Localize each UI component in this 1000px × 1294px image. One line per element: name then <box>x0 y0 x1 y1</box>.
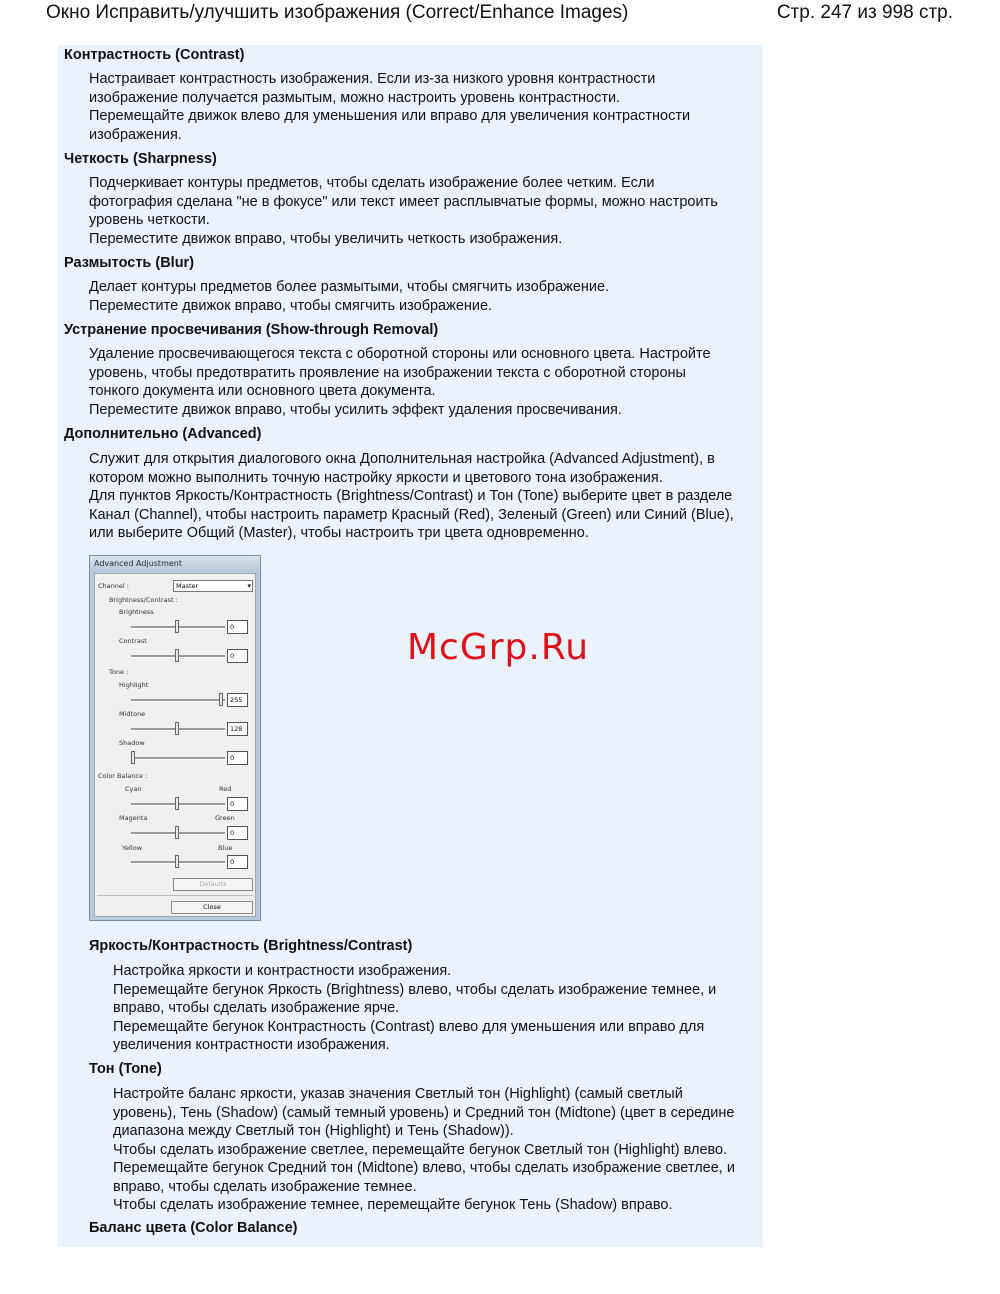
text-line: Перемещайте движок влево для уменьшения или вправо для увеличения контрастности <box>89 108 691 124</box>
page-header <box>0 0 1000 30</box>
text-line: уровень), Тень (Shadow) (самый темный уровень) и Средний тон (Midtone) (цвет в середине <box>113 1104 735 1121</box>
contrast-label: Contrast <box>119 637 147 645</box>
dialog-separator <box>97 895 253 896</box>
text-line: Перемещайте бегунок Контрастность (Contrast) влево для уменьшения или вправо для <box>113 1018 705 1035</box>
text-line: котором можно выполнить точную настройку яркости и цветового тона изображения. <box>89 469 663 486</box>
text-line: или выберите Общий (Master), чтобы настроить три цвета одновременно. <box>89 525 589 541</box>
brightness-contrast-description <box>113 962 758 1055</box>
text-line: тонкого документа или основного цвета документа. <box>89 383 436 399</box>
yellow-label: Yellow <box>122 844 143 852</box>
text-line: Перемещайте бегунок Яркость (Brightness) влево, чтобы сделать изображение темнее, и <box>113 981 717 998</box>
red-label: Red <box>219 785 232 793</box>
shadow-slider[interactable] <box>131 751 135 764</box>
yellow-blue-slider[interactable] <box>175 855 179 868</box>
heading-advanced: Дополнительно (Advanced) <box>64 426 262 442</box>
magenta-green-slider[interactable] <box>175 826 179 839</box>
yellow-blue-value-field[interactable]: 0 <box>227 855 248 869</box>
text-line: Переместите движок вправо, чтобы увеличить четкость изображения. <box>89 230 563 247</box>
chevron-down-icon: ▾ <box>247 582 251 590</box>
cb-group-label: Color Balance : <box>98 772 148 780</box>
cyan-red-value-field[interactable]: 0 <box>227 797 248 811</box>
midtone-value-field[interactable]: 128 <box>227 722 248 736</box>
dialog-body <box>94 573 256 917</box>
shadow-track <box>131 757 225 760</box>
text-line: диапазона между Светлый тон (Highlight) и Тень (Shadow)). <box>113 1123 514 1139</box>
highlight-track <box>131 699 225 702</box>
brightness-label: Brightness <box>119 608 154 616</box>
channel-select[interactable] <box>173 580 253 592</box>
green-label: Green <box>215 814 235 822</box>
highlight-label: Highlight <box>119 681 149 689</box>
channel-value: Master <box>176 582 199 590</box>
midtone-slider[interactable] <box>175 722 179 735</box>
heading-color-balance: Баланс цвета (Color Balance) <box>89 1220 298 1236</box>
text-line: уровень четкости. <box>89 212 210 228</box>
text-line: Переместите движок вправо, чтобы смягчить изображение. <box>89 297 493 314</box>
magenta-green-value-field[interactable]: 0 <box>227 826 248 840</box>
text-line: вправо, чтобы сделать изображение темнее. <box>113 1178 417 1195</box>
text-line: Настройте баланс яркости, указав значения Светлый тон (Highlight) (самый светлый <box>113 1086 683 1102</box>
text-line: Удаление просвечивающегося текста с оборотной стороны или основного цвета. Настройте <box>89 346 711 362</box>
text-line: вправо, чтобы сделать изображение ярче. <box>113 1000 400 1016</box>
text-line: изображения. <box>89 126 182 143</box>
text-line: Делает контуры предметов более размытыми, чтобы смягчить изображение. <box>89 279 610 295</box>
close-button[interactable]: Close <box>171 901 253 914</box>
cyan-red-slider[interactable] <box>175 797 179 810</box>
text-line: Чтобы сделать изображение светлее, перемещайте бегунок Светлый тон (Highlight) влево. <box>113 1141 728 1158</box>
text-line: Настраивает контрастность изображения. Если из-за низкого уровня контрастности <box>89 71 656 87</box>
tone-group-label: Tone : <box>109 668 129 676</box>
heading-blur: Размытость (Blur) <box>64 255 195 271</box>
defaults-button[interactable]: Defaults <box>173 878 253 891</box>
advanced-adjustment-dialog <box>89 555 261 921</box>
showthrough-description <box>89 345 754 419</box>
heading-tone: Тон (Tone) <box>89 1061 162 1077</box>
heading-showthrough: Устранение просвечивания (Show-through Removal) <box>64 322 439 338</box>
cyan-label: Cyan <box>125 785 142 793</box>
text-line: Канал (Channel), чтобы настроить параметр Красный (Red), Зеленый (Green) или Синий (Blue), <box>89 506 734 523</box>
contrast-value-field[interactable]: 0 <box>227 649 248 663</box>
highlight-value-field[interactable]: 255 <box>227 693 248 707</box>
document-title: Окно Исправить/улучшить изображения (Correct/Enhance Images) <box>46 2 629 23</box>
shadow-value-field[interactable]: 0 <box>227 751 248 765</box>
text-line: фотография сделана "не в фокусе" или текст имеет расплывчатые формы, можно настроить <box>89 193 718 210</box>
sharpness-description <box>89 174 754 248</box>
contrast-slider[interactable] <box>175 649 179 662</box>
watermark: McGrp.Ru <box>407 627 590 668</box>
text-line: увеличения контрастности изображения. <box>113 1037 390 1053</box>
text-line: изображение получается размытым, можно настроить уровень контрастности. <box>89 89 621 106</box>
text-line: Перемещайте бегунок Средний тон (Midtone) влево, чтобы сделать изображение светлее, и <box>113 1160 735 1176</box>
text-line: Для пунктов Яркость/Контрастность (Brightness/Contrast) и Тон (Tone) выберите цвет в разделе <box>89 488 733 504</box>
dialog-title: Advanced Adjustment <box>90 556 260 572</box>
advanced-description <box>89 450 754 543</box>
blue-label: Blue <box>218 844 233 852</box>
text-line: Служит для открытия диалогового окна Дополнительная настройка (Advanced Adjustment), в <box>89 451 715 467</box>
text-line: Чтобы сделать изображение темнее, перемещайте бегунок Тень (Shadow) вправо. <box>113 1197 673 1213</box>
magenta-label: Magenta <box>119 814 148 822</box>
contrast-description <box>89 70 754 144</box>
channel-label: Channel : <box>98 582 129 590</box>
text-line: Подчеркивает контуры предметов, чтобы сделать изображение более четким. Если <box>89 175 655 191</box>
brightness-slider[interactable] <box>175 620 179 633</box>
page-counter: Стр. 247 из 998 стр. <box>776 2 953 23</box>
heading-brightness-contrast: Яркость/Контрастность (Brightness/Contrast) <box>89 938 413 954</box>
text-line: Переместите движок вправо, чтобы усилить эффект удаления просвечивания. <box>89 401 622 418</box>
shadow-label: Shadow <box>119 739 145 747</box>
midtone-label: Midtone <box>119 710 146 718</box>
heading-sharpness: Четкость (Sharpness) <box>64 151 217 167</box>
tone-description <box>113 1085 758 1215</box>
highlight-slider[interactable] <box>219 693 223 706</box>
brightness-value-field[interactable]: 0 <box>227 620 248 634</box>
bc-group-label: Brightness/Contrast : <box>109 596 178 604</box>
text-line: Настройка яркости и контрастности изображения. <box>113 963 452 979</box>
blur-description <box>89 278 754 315</box>
text-line: уровень, чтобы предотвратить проявление на изображении текста с оборотной стороны <box>89 364 686 381</box>
heading-contrast: Контрастность (Contrast) <box>64 47 245 63</box>
